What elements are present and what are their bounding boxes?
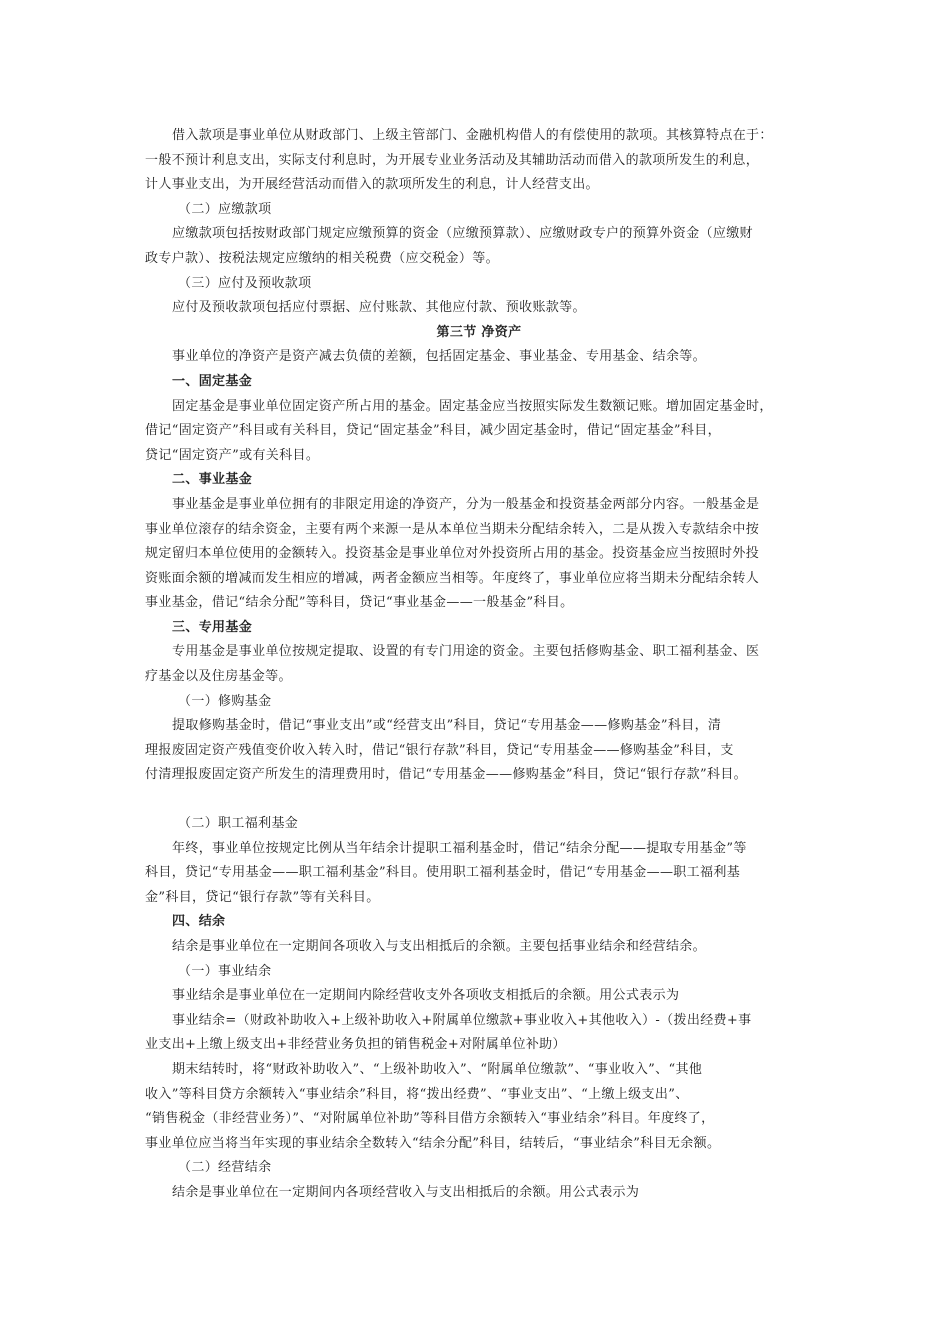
paragraph-line: 金”科目，贷记“银行存款”等有关科目。	[145, 889, 380, 905]
paragraph-line: 疗基金以及住房基金等。	[145, 669, 292, 685]
paragraph-line: 事业单位应当将当年实现的事业结余全数转入“结余分配”科目，结转后，“事业结余”科目无余额。	[145, 1135, 721, 1151]
paragraph-line: “销售税金（非经营业务）”、“对附属单位补助”等科目借方余额转入“事业结余”科目。年度终了，	[145, 1111, 715, 1127]
paragraph-line: 事业单位的净资产是资产减去负债的差额，包括固定基金、事业基金、专用基金、结余等。	[172, 349, 707, 365]
paragraph-line: 付清理报废固定资产所发生的清理费用时，借记“专用基金——修购基金”科目，贷记“银行存款”科目。	[145, 767, 748, 783]
paragraph-line: 事业基金是事业单位拥有的非限定用途的净资产，分为一般基金和投资基金两部分内容。一般基金是	[172, 496, 760, 512]
paragraph-line: 提取修购基金时，借记“事业支出”或“经营支出”科目，贷记“专用基金——修购基金”科目，清	[172, 718, 722, 734]
section-heading: 二、事业基金	[172, 472, 253, 488]
paragraph-line: 结余是事业单位在一定期间各项收入与支出相抵后的余额。主要包括事业结余和经营结余。	[172, 939, 707, 954]
paragraph-line: 固定基金是事业单位固定资产所占用的基金。固定基金应当按照实际发生数额记账。增加固定基金时，	[172, 398, 773, 414]
document-body	[145, 124, 813, 1206]
paragraph-line: 规定留归本单位使用的金额转入。投资基金是事业单位对外投资所占用的基金。投资基金应当按照时外投	[145, 546, 760, 562]
paragraph-line: （二）经营结余	[178, 1160, 272, 1176]
section-title: 第三节 净资产	[436, 324, 522, 340]
paragraph-line: 一般不预计利息支出，实际支付利息时，为开展专业业务活动及其辅助活动而借入的款项所发生的利息，	[145, 152, 760, 168]
paragraph-line: 应缴款项包括按财政部门规定应缴预算的资金（应缴预算款）、应缴财政专户的预算外资金（应缴财	[172, 226, 753, 242]
paragraph-line: 事业结余=（财政补助收入+上级补助收入+附属单位缴款+事业收入+其他收入）-（拨出经费+事	[172, 1012, 752, 1028]
paragraph-line: （三）应付及预收款项	[178, 275, 312, 291]
section-heading: 三、专用基金	[172, 619, 253, 635]
paragraph-line: 资账面余额的增减而发生相应的增减，两者金额应当相等。年度终了，事业单位应将当期未分配结余转人	[145, 570, 760, 586]
paragraph-line: （一）修购基金	[178, 693, 272, 709]
section-heading: 一、固定基金	[172, 373, 253, 389]
paragraph-line: 事业基金，借记“结余分配”等科目，贷记“事业基金——一般基金”科目。	[145, 595, 574, 611]
paragraph-line: 借记“固定资产”科目或有关科目，贷记“固定基金”科目，减少固定基金时，借记“固定基金”科目，	[145, 423, 721, 439]
paragraph-line: 借入款项是事业单位从财政部门、上级主管部门、金融机构借人的有偿使用的款项。其核算特点在于：	[172, 128, 773, 143]
paragraph-line: 专用基金是事业单位按规定提取、设置的有专门用途的资金。主要包括修购基金、职工福利基金、医	[172, 644, 760, 660]
paragraph-line: 理报废固定资产残值变价收入转入时，借记“银行存款”科目，贷记“专用基金——修购基金”科目，支	[145, 742, 734, 758]
paragraph-line: （一）事业结余	[178, 963, 272, 979]
paragraph-line: （二）应缴款项	[178, 201, 272, 217]
section-heading: 四、结余	[172, 914, 226, 930]
paragraph-line: （二）职工福利基金	[178, 816, 299, 832]
paragraph-line: 期末结转时，将“财政补助收入”、“上级补助收入”、“附属单位缴款”、“事业收入”、“其他	[172, 1061, 703, 1077]
paragraph-line: 贷记“固定资产”或有关科目。	[145, 447, 320, 463]
paragraph-line: 年终，事业单位按规定比例从当年结余计提职工福利基金时，借记“结余分配——提取专用基金”等	[172, 840, 747, 856]
paragraph-line: 政专户款）、按税法规定应缴纳的相关税费（应交税金）等。	[145, 250, 499, 266]
paragraph-line: 业支出+上缴上级支出+非经营业务负担的销售税金+对附属单位补助）	[145, 1037, 566, 1053]
paragraph-line: 应付及预收款项包括应付票据、应付账款、其他应付款、预收账款等。	[172, 300, 586, 316]
paragraph-line: 结余是事业单位在一定期间内各项经营收入与支出相抵后的余额。用公式表示为	[172, 1184, 640, 1200]
paragraph-line: 事业结余是事业单位在一定期间内除经营收支外各项收支相抵后的余额。用公式表示为	[172, 988, 680, 1004]
blank-line	[145, 788, 813, 812]
paragraph-line: 科目，贷记“专用基金——职工福利基金”科目。使用职工福利基金时，借记“专用基金——职工福利基	[145, 865, 741, 881]
paragraph-line: 事业单位滚存的结余资金，主要有两个来源一是从本单位当期未分配结余转入，二是从拨入专款结余中按	[145, 521, 760, 537]
paragraph-line: 计人事业支出，为开展经营活动而借入的款项所发生的利息，计人经营支出。	[145, 177, 599, 193]
paragraph-line: 收入”等科目贷方余额转入“事业结余”科目，将“拨出经费”、“事业支出”、“上缴上级支出”、	[145, 1086, 689, 1102]
